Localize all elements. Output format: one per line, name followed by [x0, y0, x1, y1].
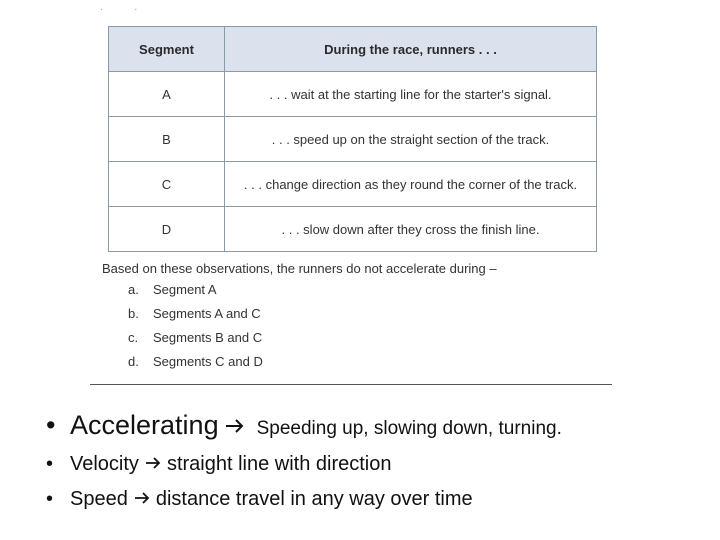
- right-arrow-icon: [145, 453, 161, 476]
- list-item: [128, 282, 263, 306]
- option-letter: c.: [128, 330, 139, 345]
- list-item: [128, 354, 263, 378]
- answer-options: [128, 282, 263, 378]
- table-row: [109, 117, 597, 162]
- header-segment: Segment: [109, 27, 225, 72]
- option-letter: d.: [128, 354, 139, 369]
- race-segments-table: [108, 26, 597, 252]
- bullet-definition: straight line with direction: [166, 453, 392, 475]
- table-row: [109, 72, 597, 117]
- bullet-term: Speed: [70, 488, 128, 510]
- bullet-term: Velocity: [70, 453, 139, 475]
- bullet-accelerating: [46, 410, 562, 441]
- segment-cell: B: [109, 117, 225, 162]
- description-cell: . . . slow down after they cross the finish line.: [225, 207, 597, 252]
- bullet-definition: Speeding up, slowing down, turning.: [256, 418, 562, 439]
- bullet-term: Accelerating: [70, 410, 219, 440]
- list-item: [128, 306, 263, 330]
- segment-cell: C: [109, 162, 225, 207]
- header-during-race: During the race, runners . . .: [225, 27, 597, 72]
- description-cell: . . . wait at the starting line for the starter's signal.: [225, 72, 597, 117]
- divider: [90, 384, 612, 385]
- option-text: Segments B and C: [153, 330, 263, 345]
- option-letter: b.: [128, 306, 139, 321]
- option-text: Segment A: [153, 282, 217, 297]
- right-arrow-icon: [134, 488, 150, 511]
- option-text: Segments A and C: [153, 306, 261, 321]
- question-prompt: Based on these observations, the runners do not accelerate during –: [102, 261, 497, 276]
- bullet-dot-icon: •: [46, 488, 54, 510]
- bullet-definition: distance travel in any way over time: [155, 488, 473, 510]
- table-row: [109, 207, 597, 252]
- bullet-velocity: [46, 453, 392, 476]
- description-cell: . . . speed up on the straight section of the track.: [225, 117, 597, 162]
- bullet-speed: [46, 488, 473, 511]
- table-row: [109, 162, 597, 207]
- list-item: [128, 330, 263, 354]
- segment-cell: A: [109, 72, 225, 117]
- segment-cell: D: [109, 207, 225, 252]
- decorative-dots: · ·: [100, 4, 152, 15]
- bullet-dot-icon: •: [46, 410, 56, 440]
- table-header-row: [109, 27, 597, 72]
- right-arrow-icon: [225, 410, 245, 441]
- option-letter: a.: [128, 282, 139, 297]
- option-text: Segments C and D: [153, 354, 263, 369]
- description-cell: . . . change direction as they round the corner of the track.: [225, 162, 597, 207]
- bullet-dot-icon: •: [46, 453, 54, 475]
